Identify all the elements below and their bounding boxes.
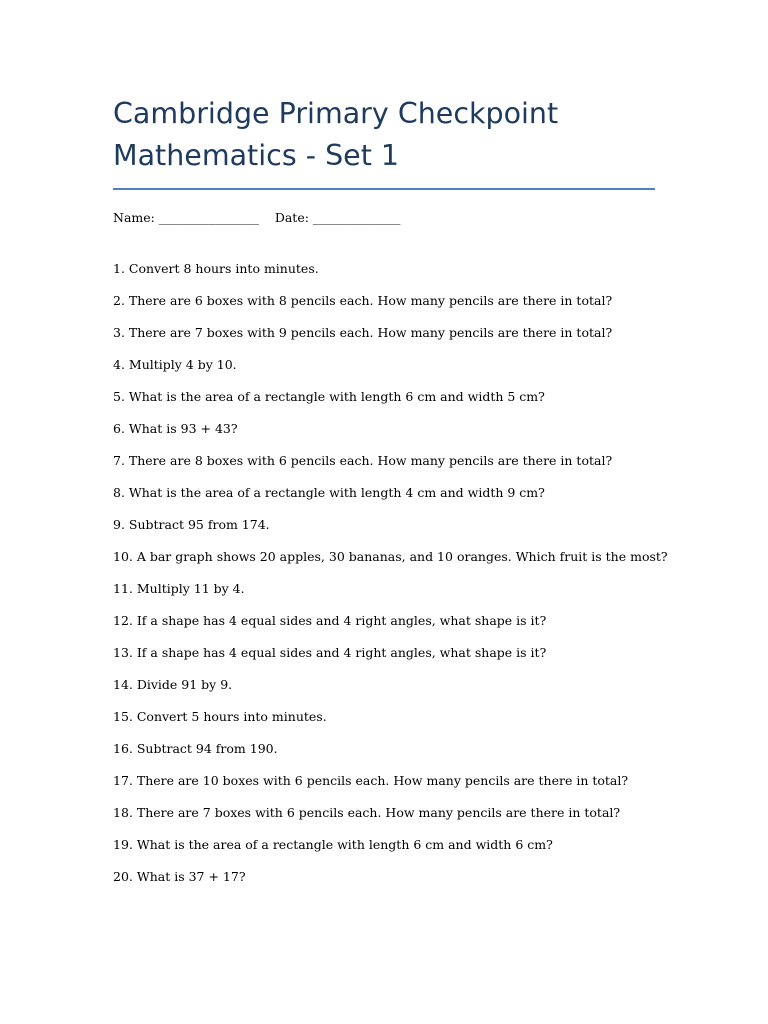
question-item: 2. There are 6 boxes with 8 pencils each. How many pencils are there in total? (113, 293, 613, 308)
question-item: 17. There are 10 boxes with 6 pencils each. How many pencils are there in total? (113, 773, 629, 788)
question-item: 4. Multiply 4 by 10. (113, 357, 237, 372)
question-item: 3. There are 7 boxes with 9 pencils each. How many pencils are there in total? (113, 325, 613, 340)
question-item: 18. There are 7 boxes with 6 pencils each. How many pencils are there in total? (113, 805, 621, 820)
question-list (113, 260, 668, 886)
question-item: 10. A bar graph shows 20 apples, 30 bananas, and 10 oranges. Which fruit is the most? (113, 549, 668, 564)
question-item: 11. Multiply 11 by 4. (113, 581, 245, 596)
question-item: 14. Divide 91 by 9. (113, 677, 233, 692)
question-item: 19. What is the area of a rectangle with length 6 cm and width 6 cm? (113, 837, 553, 852)
question-item: 16. Subtract 94 from 190. (113, 741, 278, 756)
student-info-line (113, 209, 655, 227)
name-field: Name: ________________ (113, 210, 259, 225)
title-line-2: Mathematics - Set 1 (113, 139, 400, 172)
title-underline (113, 188, 655, 190)
date-field: Date: ______________ (274, 210, 401, 225)
title-line-1: Cambridge Primary Checkpoint (113, 97, 559, 130)
question-item: 15. Convert 5 hours into minutes. (113, 709, 327, 724)
question-item: 13. If a shape has 4 equal sides and 4 right angles, what shape is it? (113, 645, 547, 660)
question-item: 12. If a shape has 4 equal sides and 4 right angles, what shape is it? (113, 613, 547, 628)
question-item: 8. What is the area of a rectangle with length 4 cm and width 9 cm? (113, 485, 545, 500)
question-item: 1. Convert 8 hours into minutes. (113, 261, 319, 276)
worksheet-page (113, 0, 668, 900)
question-item: 9. Subtract 95 from 174. (113, 517, 270, 532)
question-item: 5. What is the area of a rectangle with length 6 cm and width 5 cm? (113, 389, 545, 404)
question-item: 20. What is 37 + 17? (113, 869, 246, 884)
question-item: 6. What is 93 + 43? (113, 421, 238, 436)
question-item: 7. There are 8 boxes with 6 pencils each. How many pencils are there in total? (113, 453, 613, 468)
document-title (113, 0, 655, 177)
